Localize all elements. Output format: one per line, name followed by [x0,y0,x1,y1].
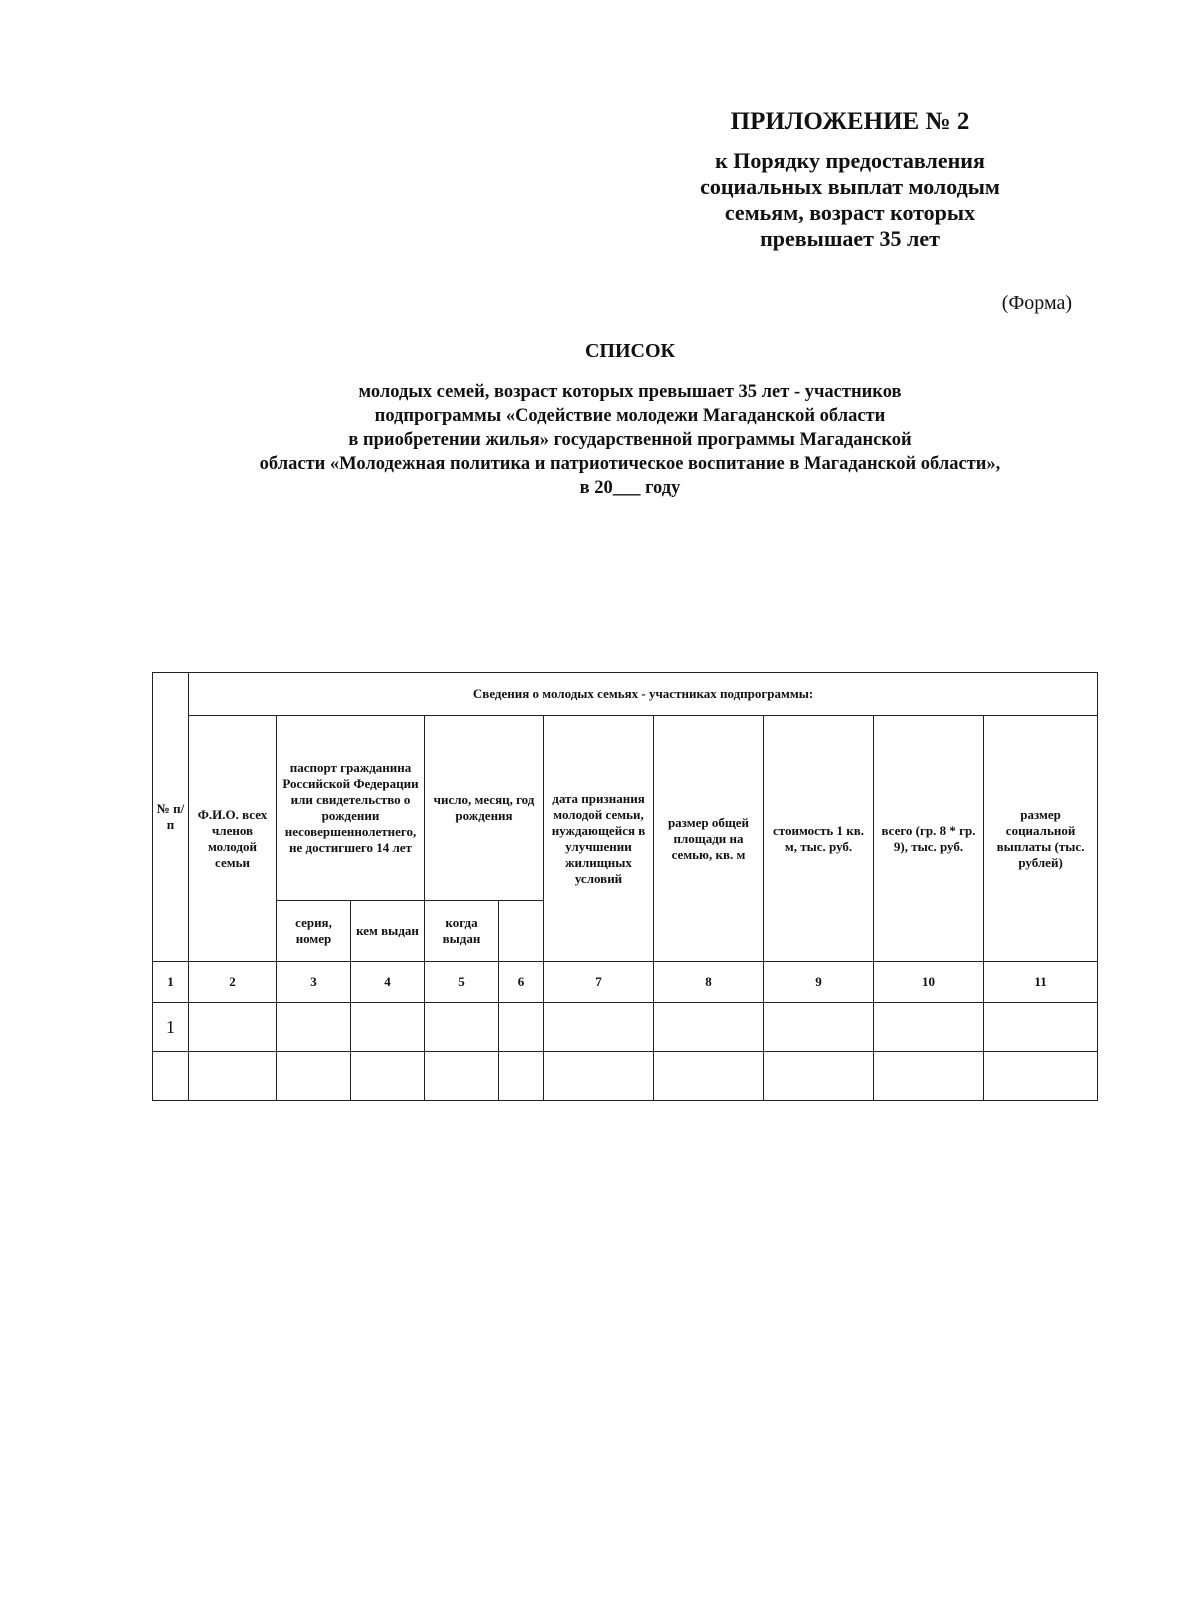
header-area: размер общей площади на семью, кв. м [654,716,764,962]
subtitle-line: в приобретении жилья» государственной программы Магаданской [348,430,912,450]
table-cell [351,1003,425,1052]
column-number: 7 [544,962,654,1003]
table-cell [499,1003,544,1052]
subheader-blank [499,901,544,962]
appendix-line: социальных выплат молодым [700,174,1000,199]
list-subtitle [150,380,1110,500]
table-cell [277,1003,351,1052]
header-payment: размер социальной выплаты (тыс. рублей) [984,716,1098,962]
table-cell [654,1052,764,1101]
column-number: 4 [351,962,425,1003]
table-cell [351,1052,425,1101]
table-cell [654,1003,764,1052]
column-number: 8 [654,962,764,1003]
appendix-line: к Порядку предоставления [715,148,985,173]
table-cell [544,1052,654,1101]
table-row [153,1003,1098,1052]
column-number: 3 [277,962,351,1003]
table-cell [764,1052,874,1101]
header-fio: Ф.И.О. всех членов молодой семьи [189,716,277,962]
subtitle-line: в 20___ году [579,478,681,498]
column-number: 1 [153,962,189,1003]
table-cell [874,1003,984,1052]
column-number: 10 [874,962,984,1003]
form-label: (Форма) [1001,292,1072,314]
subtitle-line: молодых семей, возраст которых превышает 35 лет - участников [358,382,902,402]
subheader-series: серия, номер [277,901,351,962]
table-cell [153,1052,189,1101]
table-cell [984,1052,1098,1101]
column-numbers-row [153,962,1098,1003]
subtitle-line: области «Молодежная политика и патриотическое воспитание в Магаданской области», [259,454,1001,474]
column-number: 6 [499,962,544,1003]
families-table [152,672,1098,1101]
header-passport: паспорт гражданина Российской Федерации или свидетельство о рождении несовершеннолетнего, не достигшего 14 лет [277,716,425,901]
header-group-families: Сведения о молодых семьях - участниках подпрограммы: [189,673,1098,716]
column-number: 9 [764,962,874,1003]
table-cell [425,1052,499,1101]
table-cell [984,1003,1098,1052]
appendix-line: превышает 35 лет [760,226,940,251]
table-cell [544,1003,654,1052]
appendix-title: ПРИЛОЖЕНИЕ № 2 [730,108,970,135]
list-title: СПИСОК [584,340,676,362]
header-total: всего (гр. 8 * гр. 9), тыс. руб. [874,716,984,962]
column-number: 2 [189,962,277,1003]
table-cell [425,1003,499,1052]
table-cell [874,1052,984,1101]
appendix-line: семьям, возраст которых [724,200,976,225]
header-row-number: № п/п [153,673,189,962]
column-number: 5 [425,962,499,1003]
table-cell: 1 [153,1003,189,1052]
table-cell [764,1003,874,1052]
subtitle-line: подпрограммы «Содействие молодежи Магаданской области [374,406,886,426]
appendix-subtitle [640,148,1060,252]
table-cell [499,1052,544,1101]
appendix-header [640,108,1060,252]
header-date-recognition: дата признания молодой семьи, нуждающейся в улучшении жилищных условий [544,716,654,962]
table-cell [189,1052,277,1101]
subheader-issued-by: кем выдан [351,901,425,962]
subheader-issued-when: когда выдан [425,901,499,962]
header-cost: стоимость 1 кв. м, тыс. руб. [764,716,874,962]
header-birthdate: число, месяц, год рождения [425,716,544,901]
table-row [153,1052,1098,1101]
column-number: 11 [984,962,1098,1003]
table-cell [189,1003,277,1052]
table-cell [277,1052,351,1101]
